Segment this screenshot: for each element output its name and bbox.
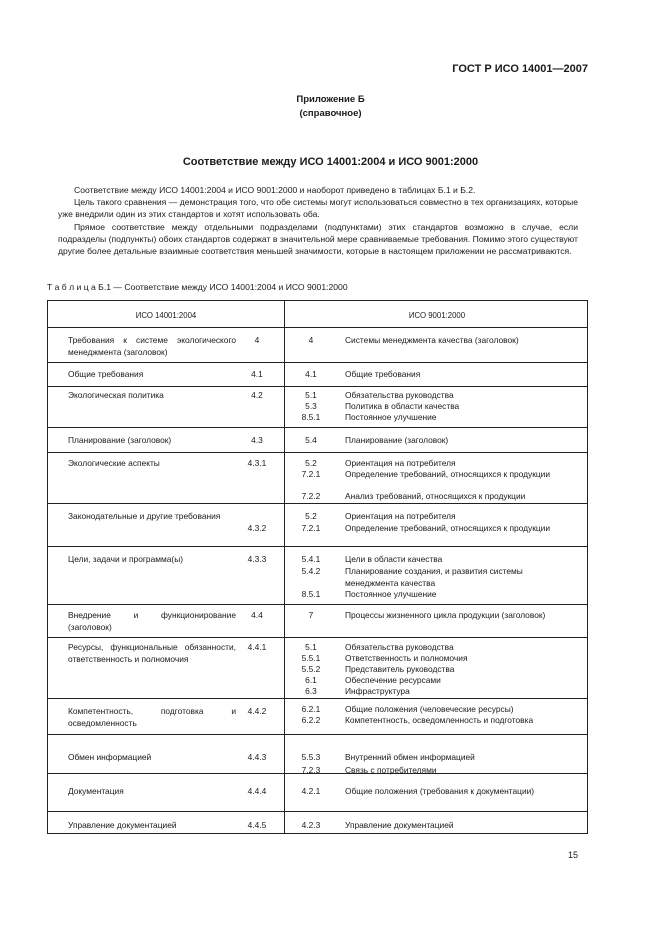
row-divider (48, 427, 587, 428)
paragraph: Цель такого сравнения — демонстрация того, что обе системы могут использоваться совместно в тех организациях, которые уже внедрили один из этих стандартов и хотят использовать оба. (58, 197, 578, 219)
right-clause-title: Представитель руководства (345, 664, 455, 674)
left-clause-title: Общие требования (68, 369, 144, 379)
right-clause-number: 4 (308, 335, 314, 345)
left-clause-title: Планирование (заголовок) (68, 435, 172, 445)
right-clause-number: 6.2.1 (301, 704, 321, 714)
right-clause-title: Планирование создания, и развития системы менеджмента качества (345, 566, 523, 588)
left-clause-number: 4.1 (251, 369, 263, 379)
row-divider (48, 386, 587, 387)
left-clause-number: 4.4.1 (247, 642, 267, 652)
right-clause-number: 5.1 (305, 390, 317, 400)
right-clause-number: 5.5.3 (301, 752, 321, 762)
right-clause-title: Общие положения (человеческие ресурсы) (345, 704, 514, 714)
row-divider (48, 698, 587, 699)
right-clause-title: Процессы жизненного цикла продукции (заголовок) (345, 610, 546, 620)
left-clause-title: Требования к системе экологического менеджмента (заголовок) (68, 335, 236, 357)
right-clause-number: 6.1 (305, 675, 317, 685)
left-clause-title: Обмен информацией (68, 752, 152, 762)
left-clause-title: Законодательные и другие требования (68, 511, 221, 521)
right-clause-number: 4.2.1 (301, 786, 321, 796)
right-clause-number: 7.2.3 (301, 765, 321, 775)
row-divider (48, 503, 587, 504)
left-clause-number: 4.4.3 (247, 752, 267, 762)
left-clause-number: 4.4.2 (247, 706, 267, 716)
row-divider (48, 734, 587, 735)
right-clause-number: 8.5.1 (301, 589, 321, 599)
right-clause-number: 5.1 (305, 642, 317, 652)
left-clause-title: Внедрение и функционирование (заголовок) (68, 610, 236, 632)
right-clause-title: Системы менеджмента качества (заголовок) (345, 335, 519, 345)
right-clause-number: 5.3 (305, 401, 317, 411)
right-clause-number: 5.4.2 (301, 566, 321, 576)
right-clause-number: 5.2 (305, 458, 317, 468)
row-divider (48, 637, 587, 638)
right-clause-title: Постоянное улучшение (345, 412, 437, 422)
left-clause-number: 4.4.4 (247, 786, 267, 796)
right-clause-number: 8.5.1 (301, 412, 321, 422)
right-clause-title: Ориентация на потребителя (345, 458, 456, 468)
left-clause-title: Экологическая политика (68, 390, 164, 400)
row-divider (48, 604, 587, 605)
right-clause-title: Планирование (заголовок) (345, 435, 449, 445)
right-clause-title: Определение требований, относящихся к продукции (345, 469, 551, 479)
right-clause-title: Общие требования (345, 369, 421, 379)
paragraph: Прямое соответствие между отдельными подразделами (подпунктами) этих стандартов возможно в случае, если подразделы (подпункты) обоих стандартов содержат в значительной мере сравниваемые требования. Помимо этого существуют другие более детальные взаимные соответствия меньшей значимости, которые в настоящем приложении не рассматриваются. (58, 222, 578, 256)
left-clause-title: Компетентность, подготовка и осведомленность (68, 706, 236, 728)
correspondence-table (47, 300, 588, 834)
left-clause-title: Документация (68, 786, 124, 796)
right-clause-title: Управление документацией (345, 820, 454, 830)
column-header-left: ИСО 14001:2004 (135, 311, 197, 320)
right-clause-title: Цели в области качества (345, 554, 443, 564)
right-clause-title: Обязательства руководства (345, 390, 454, 400)
left-clause-number: 4.3.3 (247, 554, 267, 564)
row-divider (48, 452, 587, 453)
right-clause-number: 4.1 (305, 369, 317, 379)
left-clause-number: 4.4.5 (247, 820, 267, 830)
left-clause-number: 4.3.2 (247, 523, 267, 533)
left-clause-number: 4.3 (251, 435, 263, 445)
right-clause-title: Обязательства руководства (345, 642, 454, 652)
left-clause-number: 4.3.1 (247, 458, 267, 468)
row-divider (48, 546, 587, 547)
right-clause-title: Компетентность, осведомленность и подготовка (345, 715, 534, 725)
paragraph: Соответствие между ИСО 14001:2004 и ИСО 9001:2000 и наоборот приведено в таблицах Б.1 и Б.2. (74, 185, 476, 195)
row-divider (48, 327, 587, 328)
right-clause-title: Анализ требований, относящихся к продукции (345, 491, 526, 501)
right-clause-title: Постоянное улучшение (345, 589, 437, 599)
right-clause-title: Связь с потребителями (345, 765, 437, 775)
right-clause-number: 6.3 (305, 686, 317, 696)
left-clause-number: 4.2 (251, 390, 263, 400)
right-clause-number: 5.2 (305, 511, 317, 521)
right-clause-title: Обеспечение ресурсами (345, 675, 441, 685)
right-clause-title: Ориентация на потребителя (345, 511, 456, 521)
page-number: 15 (568, 850, 579, 860)
right-clause-number: 7.2.1 (301, 523, 321, 533)
row-divider (48, 811, 587, 812)
right-clause-number: 5.5.2 (301, 664, 321, 674)
right-clause-number: 7.2.2 (301, 491, 321, 501)
right-clause-title: Внутренний обмен информацией (345, 752, 475, 762)
table-caption: Т а б л и ц а Б.1 — Соответствие между ИСО 14001:2004 и ИСО 9001:2000 (47, 282, 348, 292)
right-clause-number: 5.4.1 (301, 554, 321, 564)
appendix-subtitle: (справочное) (299, 108, 362, 119)
document-id: ГОСТ Р ИСО 14001—2007 (452, 63, 588, 75)
right-clause-number: 7 (308, 610, 314, 620)
right-clause-number: 6.2.2 (301, 715, 321, 725)
left-clause-title: Экологические аспекты (68, 458, 160, 468)
right-clause-title: Ответственность и полномочия (345, 653, 468, 663)
section-title: Соответствие между ИСО 14001:2004 и ИСО 9001:2000 (182, 156, 479, 168)
column-header-right: ИСО 9001:2000 (408, 311, 466, 320)
right-clause-number: 7.2.1 (301, 469, 321, 479)
left-clause-title: Ресурсы, функциональные обязанности, ответственность и полномочия (68, 642, 236, 664)
appendix-title: Приложение Б (296, 94, 365, 105)
right-clause-title: Общие положения (требования к документации) (345, 786, 535, 796)
left-clause-title: Цели, задачи и программа(ы) (68, 554, 184, 564)
right-clause-number: 5.5.1 (301, 653, 321, 663)
right-clause-title: Политика в области качества (345, 401, 460, 411)
left-clause-number: 4 (254, 335, 260, 345)
right-clause-title: Определение требований, относящихся к продукции (345, 523, 551, 533)
right-clause-number: 5.4 (305, 435, 317, 445)
left-clause-title: Управление документацией (68, 820, 177, 830)
right-clause-number: 4.2.3 (301, 820, 321, 830)
left-clause-number: 4.4 (251, 610, 263, 620)
row-divider (48, 362, 587, 363)
right-clause-title: Инфраструктура (345, 686, 410, 696)
